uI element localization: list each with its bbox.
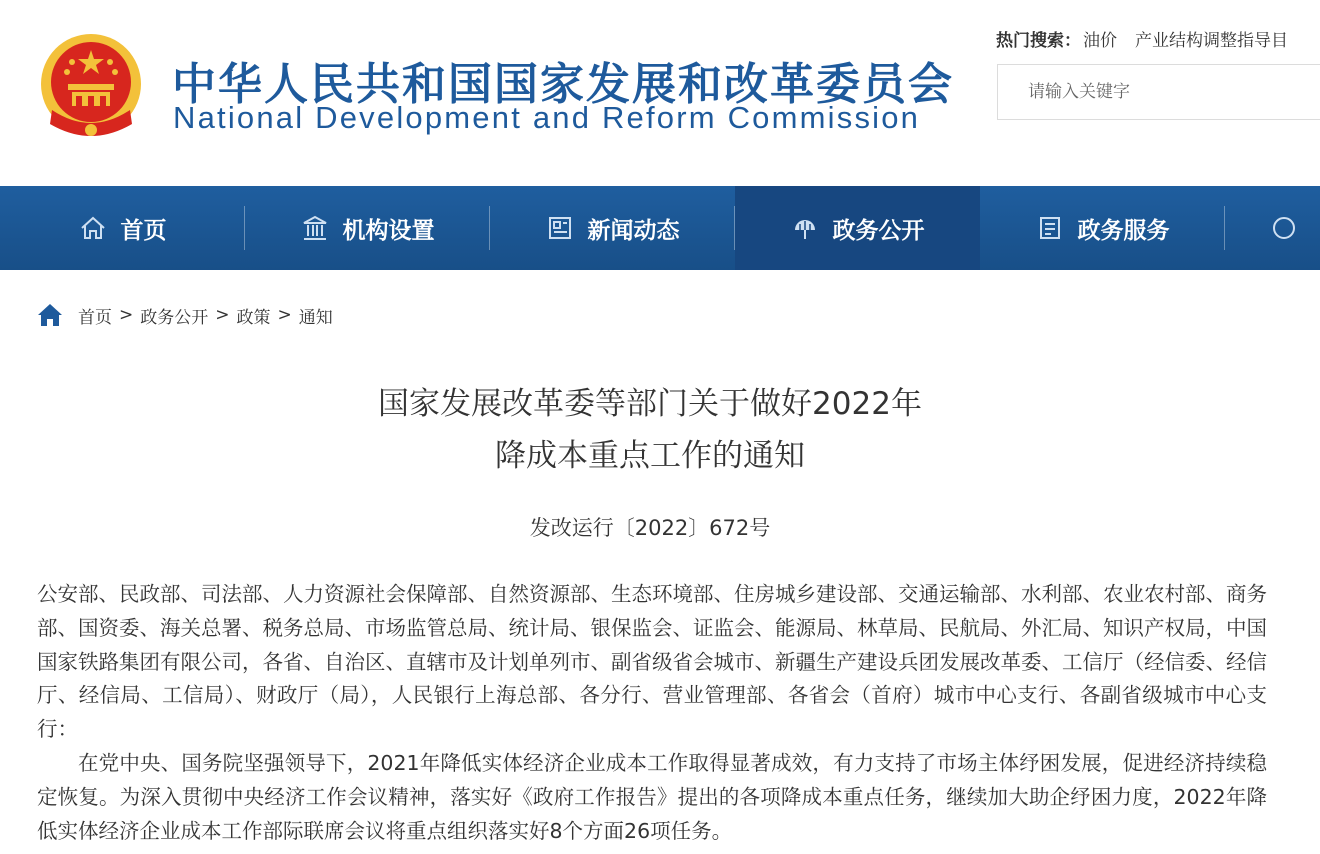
nav-item-label: 新闻动态 [587,217,680,244]
breadcrumb-separator: > [277,305,292,325]
document-number: 发改运行〔2022〕672号 [529,516,771,540]
hot-search [996,26,1288,51]
search-box [997,64,1320,120]
article-paragraph-recipients: 公安部、民政部、司法部、人力资源社会保障部、自然资源部、生态环境部、住房城乡建设部、交通运输部、水利部、农业农村部、商务部、国资委、海关总署、税务总局、市场监管总局、统计局、银保监会、证监会、能源局、林草局、民航局、外汇局、知识产权局，中国国家铁路集团有限公司，各省、自治区、直辖市及计划单列市、副省级省会城市、新疆生产建设兵团发展改革委、工信厅（经信委、经信厅、经信局、工信局）、财政厅（局），人民银行上海总部、各分行、营业管理部、各省会（首府）城市中心支行、各副省级城市中心支行： [37,582,1267,742]
nav-item-label: 首页 [120,217,167,244]
building-icon [301,214,329,242]
circle-icon [1270,214,1298,242]
article-paragraph-body: 在党中央、国务院坚强领导下，2021年降低实体经济企业成本工作取得显著成效，有力支持了市场主体纾困发展，促进经济持续稳定恢复。为深入贯彻中央经济工作会议精神，落实好《政府工作报告》提出的各项降成本重点任务，继续加大助企纾困力度，2022年降低实体经济企业成本工作部际联席会议将重点组织落实好8个方面26项任务。 [37,751,1267,843]
document-icon [1036,214,1064,242]
article-title-line2: 降成本重点工作的通知 [495,438,805,474]
main-nav [0,186,1320,270]
newspaper-icon [546,214,574,242]
hot-search-label: 热门搜索： [996,31,1081,51]
nav-item-label: 政务服务 [1077,217,1170,244]
nav-item-home[interactable] [0,186,245,270]
org-name-en: National Development and Reform Commission [173,100,921,135]
site-header [0,0,1320,186]
breadcrumb-item-policy[interactable]: 政策 [236,307,271,328]
home-icon[interactable] [36,302,64,328]
hot-search-keyword[interactable]: 油价 [1083,31,1117,51]
nav-item-government-affairs[interactable] [735,186,980,270]
nav-item-label: 机构设置 [342,217,435,244]
nav-item-more[interactable] [1225,186,1300,270]
breadcrumb-item-home[interactable]: 首页 [78,307,112,328]
nav-item-label: 政务公开 [832,217,925,244]
breadcrumb-item-government-affairs[interactable]: 政务公开 [140,307,209,328]
org-name-cn: 中华人民共和国国家发展和改革委员会 [172,59,954,110]
breadcrumb-separator: > [215,305,230,325]
breadcrumb [36,302,333,328]
breadcrumb-separator: > [119,305,134,325]
hot-search-keyword[interactable]: 产业结构调整指导目 [1135,31,1288,51]
home-icon [79,214,107,242]
broadcast-icon [791,214,819,242]
nav-item-services[interactable] [980,186,1225,270]
nav-item-organization[interactable] [245,186,490,270]
search-input[interactable] [1028,82,1308,102]
article-title-line1: 国家发展改革委等部门关于做好2022年 [378,386,922,422]
nav-item-news[interactable] [490,186,735,270]
national-emblem-icon[interactable] [38,32,144,148]
breadcrumb-item-notice[interactable]: 通知 [298,307,333,328]
